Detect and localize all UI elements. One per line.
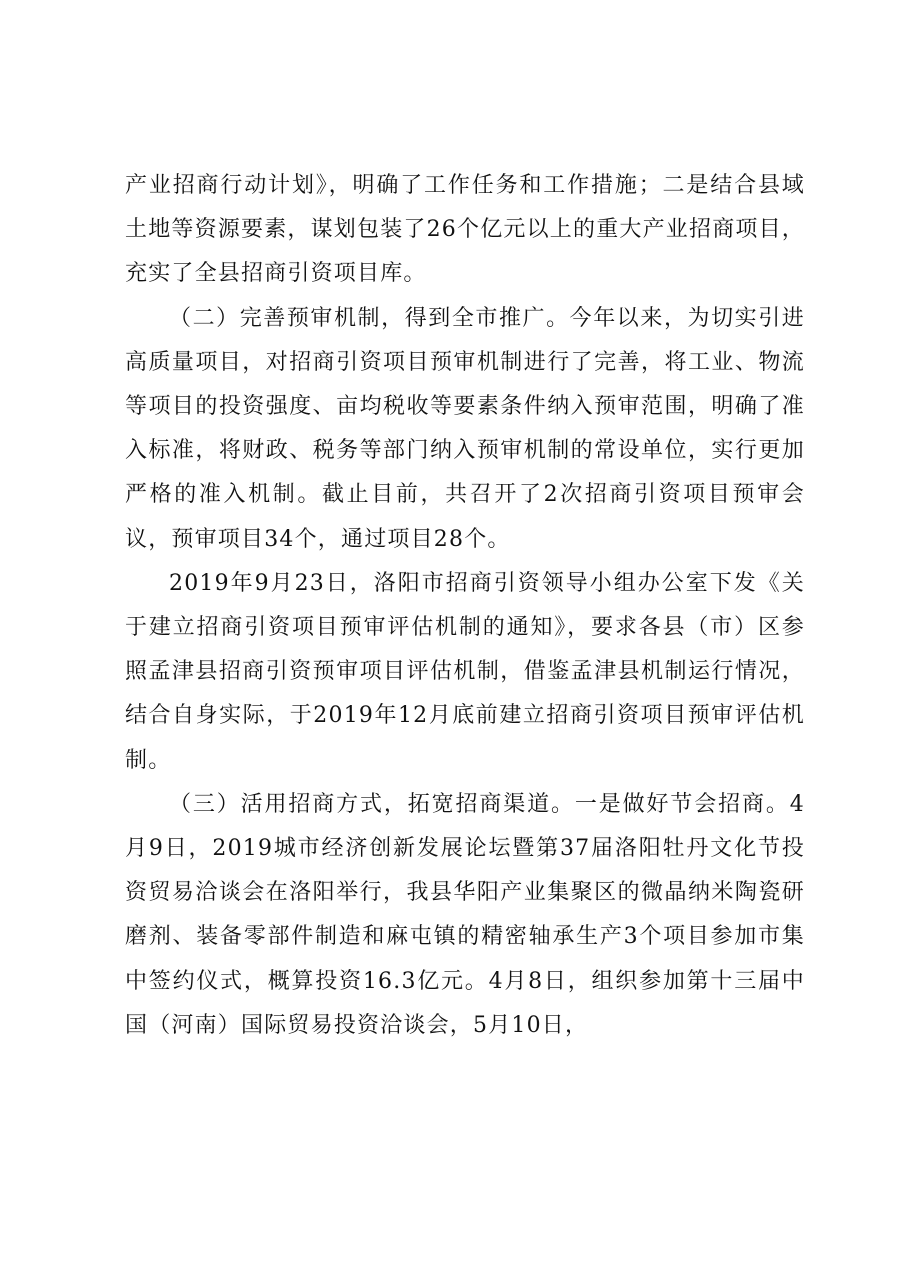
paragraph-continuation: 产业招商行动计划》，明确了工作任务和工作措施；二是结合县域土地等资源要素，谋划包装了26个亿元以上的重大产业招商项目，充实了全县招商引资项目库。: [125, 173, 805, 287]
paragraph-notice: 2019年9月23日，洛阳市招商引资领导小组办公室下发《关于建立招商引资项目预审评估机制的通知》，要求各县（市）区参照孟津县招商引资预审项目评估机制，借鉴孟津县机制运行情况，结合自身实际，于2019年12月底前建立招商引资项目预审评估机制。: [125, 570, 805, 773]
paragraph-section-three: （三）活用招商方式，拓宽招商渠道。一是做好节会招商。4月9日，2019城市经济创新发展论坛暨第37届洛阳牡丹文化节投资贸易洽谈会在洛阳举行，我县华阳产业集聚区的微晶纳米陶瓷研磨剂、装备零部件制造和麻屯镇的精密轴承生产3个项目参加市集中签约仪式，概算投资16.3亿元。4月8日，组织参加第十三届中国（河南）国际贸易投资洽谈会，5月10日，: [125, 791, 805, 1038]
document-body: [125, 164, 805, 1048]
paragraph-section-two: （二）完善预审机制，得到全市推广。今年以来，为切实引进高质量项目，对招商引资项目预审机制进行了完善，将工业、物流等项目的投资强度、亩均税收等要素条件纳入预审范围，明确了准入标准，将财政、税务等部门纳入预审机制的常设单位，实行更加严格的准入机制。截止目前，共召开了2次招商引资项目预审会议，预审项目34个，通过项目28个。: [125, 305, 805, 552]
